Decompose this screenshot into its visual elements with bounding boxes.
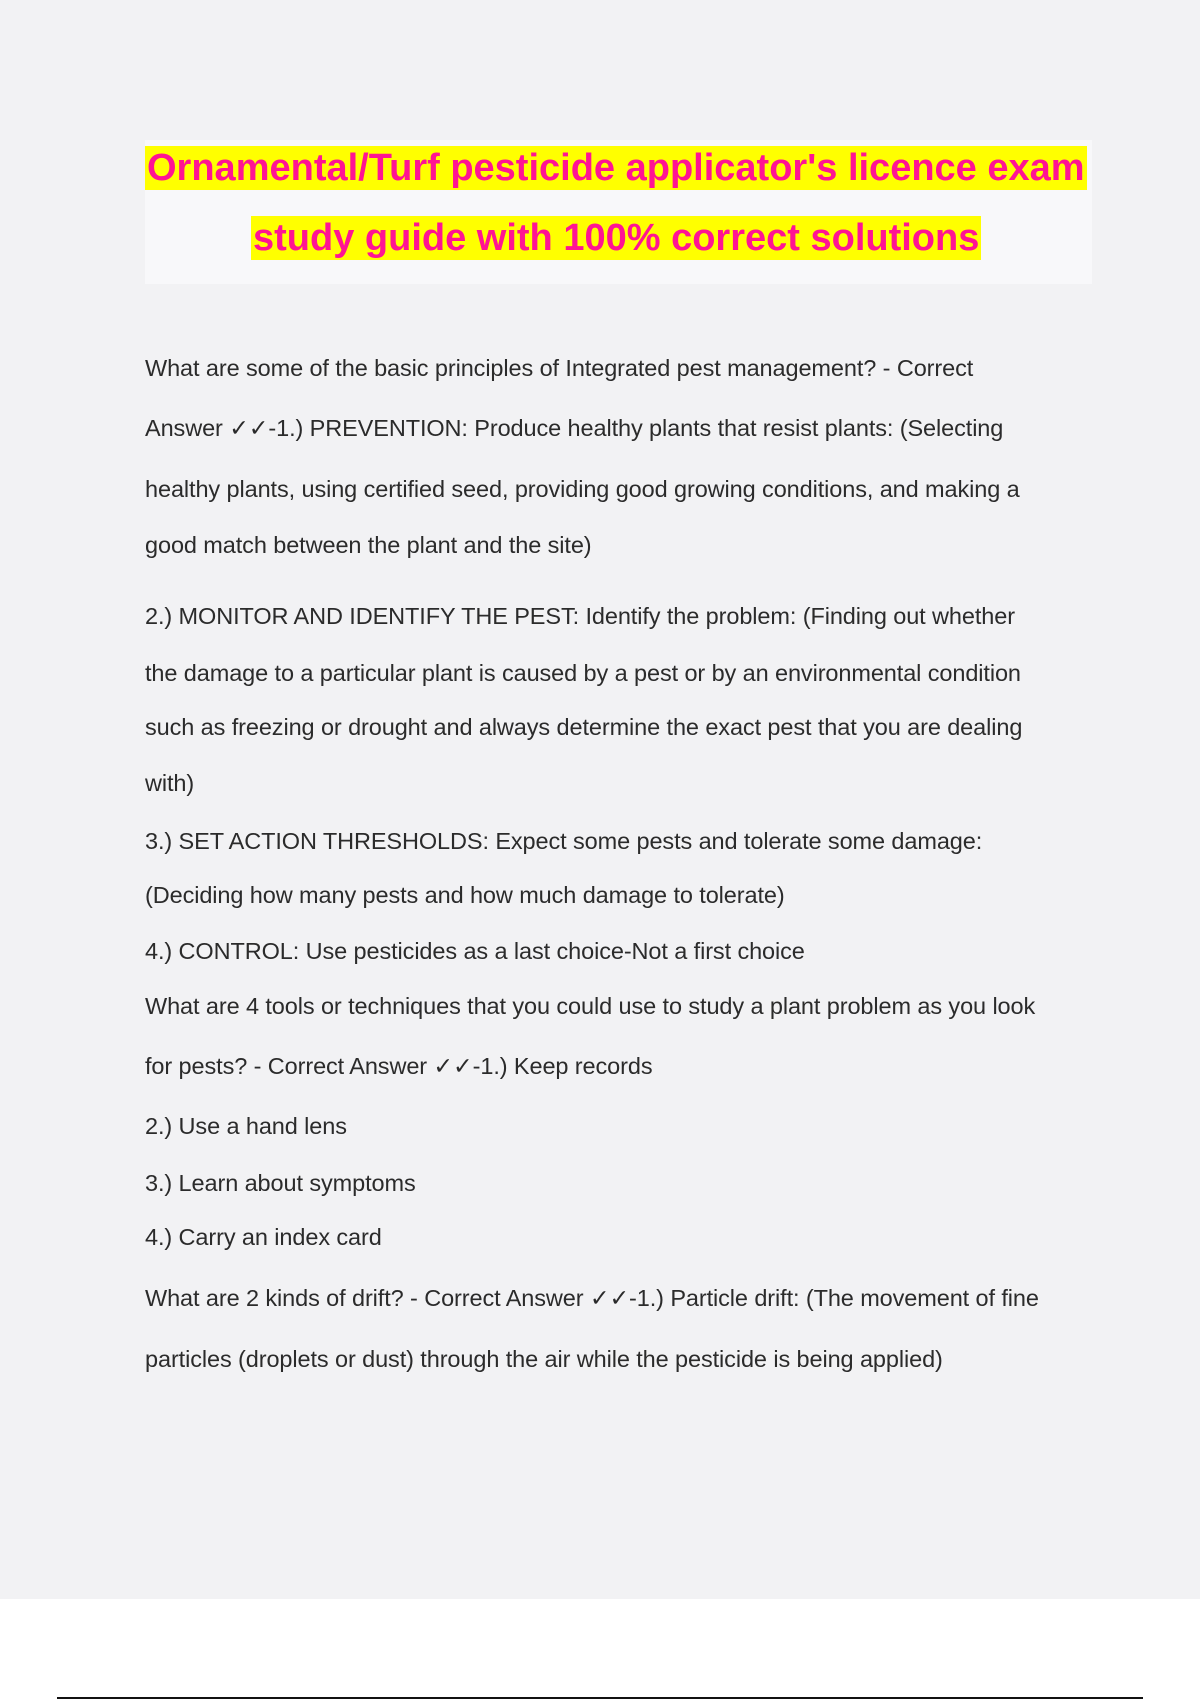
body-line: 2.) Use a hand lens (145, 1113, 347, 1139)
body-line: good match between the plant and the site) (145, 532, 592, 558)
body-line: with) (145, 770, 195, 796)
document-title (145, 140, 1092, 284)
body-line: such as freezing or drought and always determine the exact pest that you are dealing (145, 714, 1023, 740)
body-line: 3.) SET ACTION THRESHOLDS: Expect some pests and tolerate some damage: (145, 828, 983, 854)
title-line-2: study guide with 100% correct solutions (253, 217, 980, 259)
body-line: 4.) CONTROL: Use pesticides as a last choice-Not a first choice (145, 938, 805, 964)
body-line: particles (droplets or dust) through the air while the pesticide is being applied) (145, 1346, 943, 1372)
body-line: Answer ✓✓-1.) PREVENTION: Produce healthy plants that resist plants: (Selecting (145, 415, 1004, 441)
body-line: 2.) MONITOR AND IDENTIFY THE PEST: Identify the problem: (Finding out whether (145, 603, 1015, 629)
body-line: the damage to a particular plant is caused by a pest or by an environmental condition (145, 660, 1021, 686)
body-line: for pests? - Correct Answer ✓✓-1.) Keep records (145, 1053, 653, 1079)
body-line: (Deciding how many pests and how much damage to tolerate) (145, 882, 785, 908)
body-line: 3.) Learn about symptoms (145, 1170, 416, 1196)
body-line: What are 4 tools or techniques that you could use to study a plant problem as you look (145, 993, 1036, 1019)
body-line: 4.) Carry an index card (145, 1224, 382, 1250)
footer-divider (57, 1697, 1143, 1699)
body-line: What are 2 kinds of drift? - Correct Answer ✓✓-1.) Particle drift: (The movement of fine (145, 1285, 1039, 1311)
body-line: What are some of the basic principles of Integrated pest management? - Correct (145, 355, 974, 381)
body-line: healthy plants, using certified seed, providing good growing conditions, and making a (145, 476, 1020, 502)
title-line-1: Ornamental/Turf pesticide applicator's licence exam (147, 147, 1085, 189)
